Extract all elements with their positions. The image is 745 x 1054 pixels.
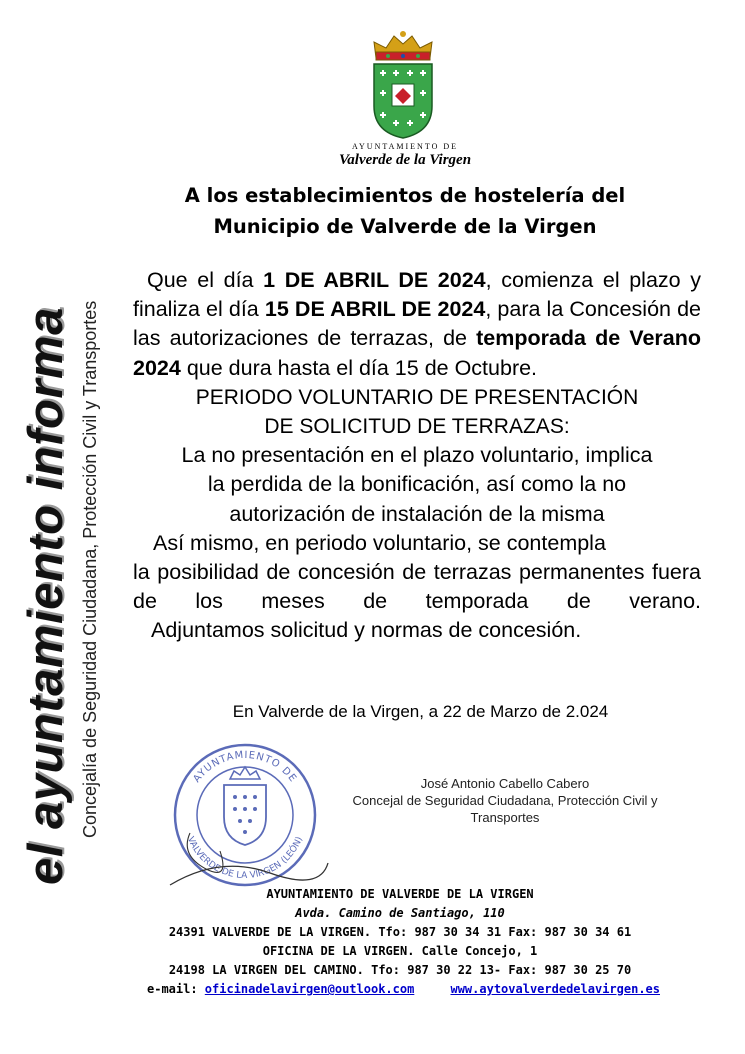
footer [130,885,670,999]
signatory-role: Concejal de Seguridad Ciudadana, Protección Civil y Transportes [352,793,658,825]
paragraph-line: la perdida de la bonificación, así como la no [207,472,627,497]
footer-line: 24198 LA VIRGEN DEL CAMINO. Tfo: 987 30 22 13- Fax: 987 30 25 70 [168,963,632,977]
date-line: En Valverde de la Virgen, a 22 de Marzo de 2.024 [232,702,609,721]
heading-line-1: A los establecimientos de hostelería del [184,184,626,207]
website-link[interactable]: www.aytovalverdedelavirgen.es [450,982,660,996]
footer-contact-row [130,980,670,999]
svg-text:AYUNTAMIENTO DE: AYUNTAMIENTO DE [191,749,299,785]
text-span: Que el día [147,268,264,292]
footer-line: OFICINA DE LA VIRGEN. Calle Concejo, 1 [262,944,538,958]
text-span: , comienza el plazo y finaliza el día [133,268,701,322]
notice-heading [150,180,660,242]
paragraph-line: La no presentación en el plazo voluntario, implica [181,443,653,468]
paragraph-dates [133,266,701,383]
start-date: 1 DE ABRIL DE 2024 [263,268,486,292]
text-span: , para la Concesión de las autorizaciones de terrazas, de [133,297,702,351]
email-link[interactable]: oficinadelavirgen@outlook.com [204,982,415,996]
footer-line: Avda. Camino de Santiago, 110 [295,906,505,920]
ayuntamiento-label: AYUNTAMIENTO DE [351,142,459,151]
heading-line-2: Municipio de Valverde de la Virgen [213,215,597,238]
season-label: temporada de Verano 2024 [133,326,701,380]
footer-line: AYUNTAMIENTO DE VALVERDE DE LA VIRGEN [266,887,534,901]
notice-body [133,266,701,646]
footer-line: 24391 VALVERDE DE LA VIRGEN. Tfo: 987 30 34 31 Fax: 987 30 34 61 [168,925,632,939]
side-subtitle: Concejalía de Seguridad Ciudadana, Protección Civil y Transportes [80,300,100,838]
subheading-line-2: DE SOLICITUD DE TERRAZAS: [264,415,570,439]
email-block [147,980,414,999]
official-stamp [160,735,330,895]
coat-of-arms-logo [368,28,438,140]
paragraph-permanent-terraces: la posibilidad de concesión de terrazas permanentes fuera de los meses de temporada de verano. [133,560,701,614]
svg-text:VALVERDE DE LA VIRGEN (LEÓN): VALVERDE DE LA VIRGEN (LEÓN) [184,835,306,882]
municipality-name: Valverde de la Virgen [338,152,472,168]
paragraph-line: autorización de instalación de la misma [229,501,605,526]
side-title: el ayuntamiento informa [19,307,73,885]
attachment-note: Adjuntamos solicitud y normas de concesión. [151,618,582,643]
email-label: e-mail: [147,982,205,996]
end-date: 15 DE ABRIL DE 2024 [264,297,486,322]
text-span: que dura hasta el día 15 de Octubre. [180,355,538,380]
signatory-block [325,775,685,826]
paragraph-line: Así mismo, en periodo voluntario, se contempla [153,530,606,555]
signatory-name: José Antonio Cabello Cabero [420,776,590,791]
subheading-line-1: PERIODO VOLUNTARIO DE PRESENTACIÓN [195,385,639,409]
